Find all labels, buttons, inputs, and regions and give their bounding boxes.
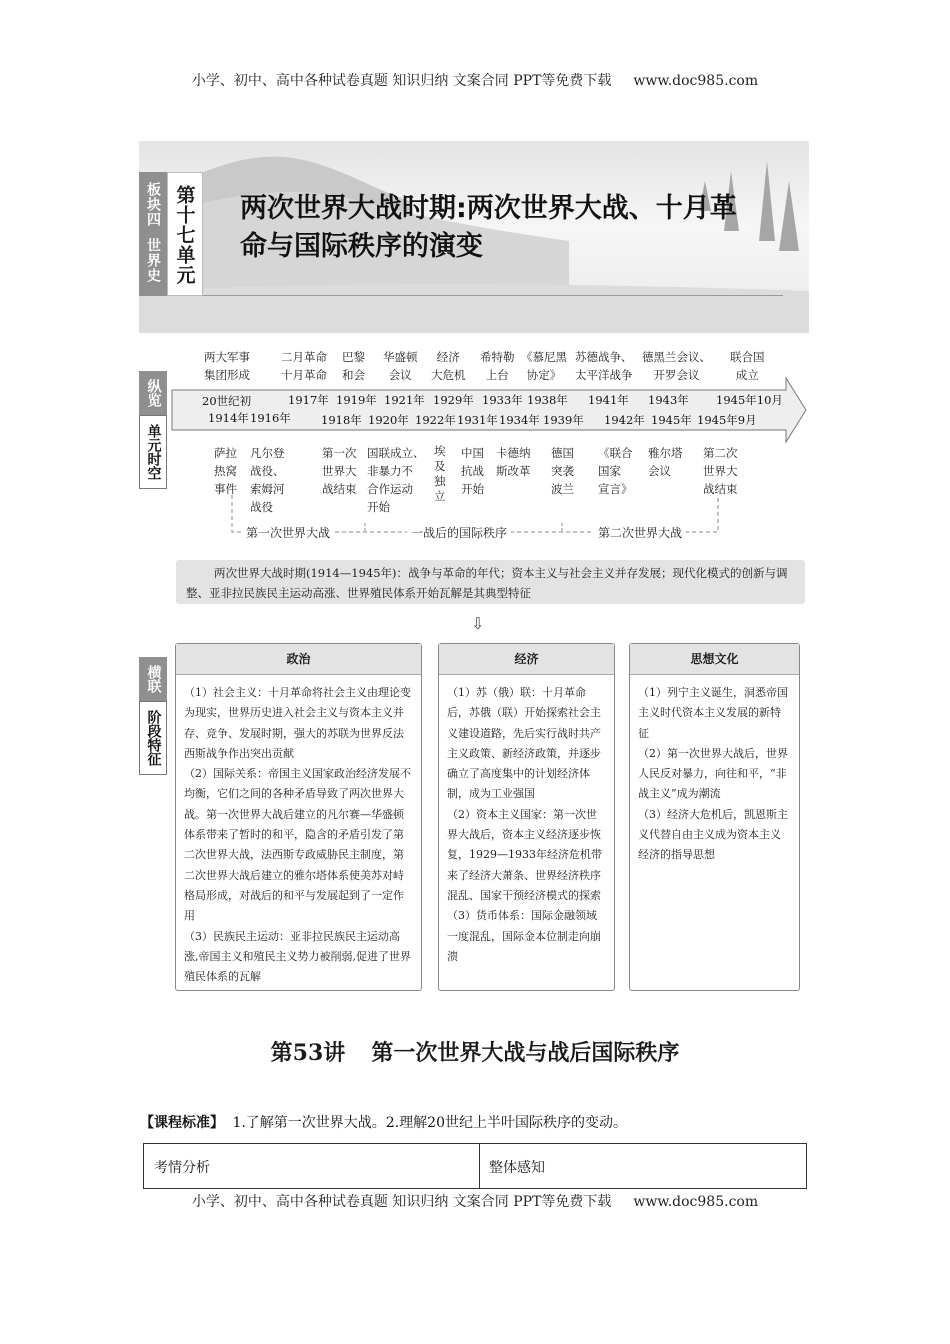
year-label: 1931年 [457,413,498,427]
card-economy [438,643,615,991]
card-body [630,675,799,866]
phase-label: 第二次世界大战 [594,524,686,541]
card-body [176,675,421,987]
timeline-side-top: 纵览 [139,371,167,415]
table-header-analysis: 考情分析 [154,1160,210,1176]
header-site-link[interactable]: www.doc985.com [633,73,759,89]
unit-title [240,190,775,266]
event-top: 二月革命 十月革命 [281,350,327,382]
lecture-prefix: 第 [270,1041,293,1066]
banner-divider [203,295,783,296]
card-title: 思想文化 [630,644,799,675]
year-label: 1919年 [336,393,377,407]
card-politics [175,643,422,991]
lecture-suffix: 讲 [323,1041,346,1066]
year-label: 1920年 [368,413,409,427]
stage-side-top: 横联 [139,657,167,701]
footer-text: 小学、初中、高中各种试卷真题 知识归纳 文案合同 PPT等免费下载 [191,1194,612,1210]
event-top: 《慕尼黑 协定》 [521,350,567,382]
stage-side-bottom: 阶段特征 [139,701,167,775]
stage-side-label [139,657,167,775]
year-label: 1916年 [250,411,291,425]
event-bottom: 国联成立、 非暴力不 合作运动 开始 [367,446,425,514]
card-paragraph: （3）货币体系：国际金融领域一度混乱，国际金本位制走向崩溃 [447,909,601,963]
timeline-side-label [139,371,167,489]
event-bottom: 第二次 世界大 战结束 [703,446,738,496]
phase-label: 第一次世界大战 [242,524,334,541]
lecture-title [0,1036,950,1067]
year-label: 1917年 [288,393,329,407]
footer-site-link[interactable]: www.doc985.com [633,1194,759,1210]
year-label: 1945年9月 [697,413,757,427]
card-paragraph: （1）列宁主义诞生，洞悉帝国主义时代资本主义发展的新特征 [638,686,788,740]
event-top: 巴黎 和会 [342,350,365,382]
unit-title-line2: 命与国际秩序的演变 [240,231,483,262]
year-label: 1914年 [208,411,249,425]
year-label: 1945年10月 [716,393,783,407]
year-label: 1939年 [543,413,584,427]
phase-label: 一战后的国际秩序 [407,524,511,541]
section-tag [139,172,167,296]
year-label: 1921年 [384,393,425,407]
card-title: 政治 [176,644,421,675]
event-top: 联合国 成立 [730,350,765,382]
card-paragraph: （2）第一次世界大战后，世界人民反对暴力，向往和平，“非战主义”成为潮流 [638,746,788,801]
section-name-label: 世界史 [145,238,161,283]
event-top: 希特勒 上台 [480,350,515,382]
era-summary [176,560,805,604]
event-bottom: 卡德纳 斯改革 [496,446,531,478]
event-top: 两大军事 集团形成 [204,350,250,382]
event-bottom: 德国 突袭 波兰 [551,446,574,496]
page-footer [0,1191,950,1211]
event-top: 德黑兰会议、 开罗会议 [642,350,711,382]
year-label: 1941年 [588,393,629,407]
year-label: 1918年 [321,413,362,427]
timeline-side-bottom: 单元时空 [139,415,167,489]
card-paragraph: （1）社会主义：十月革命将社会主义由理论变为现实，世界历史进入社会主义与资本主义并存、竞争、发展时期，强大的苏联为世界反法西斯战争作出突出贡献 [184,686,411,760]
course-standard-label: 【课程标准】 [140,1115,224,1131]
card-paragraph: （2）国际关系：帝国主义国家政治经济发展不均衡，它们之间的各种矛盾导致了两次世界大战。第一次世界大战后建立的凡尔赛—华盛顿体系带来了暂时的和平，隐含的矛盾引发了第二次世界大战，法西斯专政威胁民主制度，第二次世界大战后建立的雅尔塔体系使美苏对峙格局形成，对战后的和平与发展起到了一定作用 [184,767,411,923]
down-arrow-icon: ⇩ [471,614,485,633]
card-title: 经济 [439,644,614,675]
section-tag-label: 板块四 [145,182,161,227]
event-bottom: 埃 及 独 立 [434,444,446,503]
unit-label: 第十七单元 [173,185,196,285]
year-label: 1942年 [604,413,645,427]
lecture-name: 第一次世界大战与战后国际秩序 [371,1041,680,1066]
event-bottom: 《联合 国家 宣言》 [598,446,633,496]
event-top: 经济 大危机 [431,350,466,382]
year-label: 1945年 [651,413,692,427]
year-label: 1943年 [648,393,689,407]
era-summary-text: 两次世界大战时期(1914—1945年)：战争与革命的年代；资本主义与社会主义并存发展；现代化模式的创新与调整、亚非拉民族民主运动高涨、世界殖民体系开始瓦解是其典型特征 [186,566,788,600]
card-paragraph: （3）经济大危机后，凯恩斯主义代替自由主义成为资本主义经济的指导思想 [638,807,788,862]
course-standard [140,1112,627,1132]
event-bottom: 中国 抗战 开始 [461,446,484,496]
event-top: 华盛顿 会议 [383,350,418,382]
card-paragraph: （1）苏（俄）联：十月革命后，苏俄（联）开始探索社会主义建设道路，先后实行战时共产主义政策、新经济政策，并逐步确立了高度集中的计划经济体制，成为工业强国 [447,686,601,801]
event-bottom: 雅尔塔 会议 [648,446,683,478]
year-label: 1938年 [527,393,568,407]
event-bottom: 凡尔登 战役、 索姆河 战役 [250,446,285,514]
event-bottom: 第一次 世界大 战结束 [322,446,357,496]
card-paragraph: （3）民族民主运动：亚非拉民族民主运动高涨,帝国主义和殖民主义势力被削弱,促进了世界殖民体系的瓦解 [184,929,411,984]
year-label: 1922年 [415,413,456,427]
card-body [439,675,614,967]
table-header-overview: 整体感知 [489,1160,545,1176]
year-label: 20世纪初 [202,394,252,408]
unit-label-box [167,172,203,296]
event-top: 苏德战争、 太平洋战争 [575,350,633,382]
lecture-number: 53 [292,1040,324,1066]
page-header [0,70,950,90]
year-label: 1934年 [499,413,540,427]
event-bottom: 萨拉 热窝 事件 [214,446,237,496]
card-culture [629,643,800,991]
analysis-table [143,1143,807,1189]
card-paragraph: （2）资本主义国家：第一次世界大战后，资本主义经济逐步恢复，1929—1933年经济危机带来了经济大萧条、世界经济秩序混乱、国家干预经济模式的探索 [447,807,602,902]
course-standard-text: 1.了解第一次世界大战。2.理解20世纪上半叶国际秩序的变动。 [232,1115,627,1131]
year-label: 1933年 [482,393,523,407]
unit-title-line1: 两次世界大战时期:两次世界大战、十月革 [240,193,737,224]
year-label: 1929年 [433,393,474,407]
header-text: 小学、初中、高中各种试卷真题 知识归纳 文案合同 PPT等免费下载 [191,73,612,89]
